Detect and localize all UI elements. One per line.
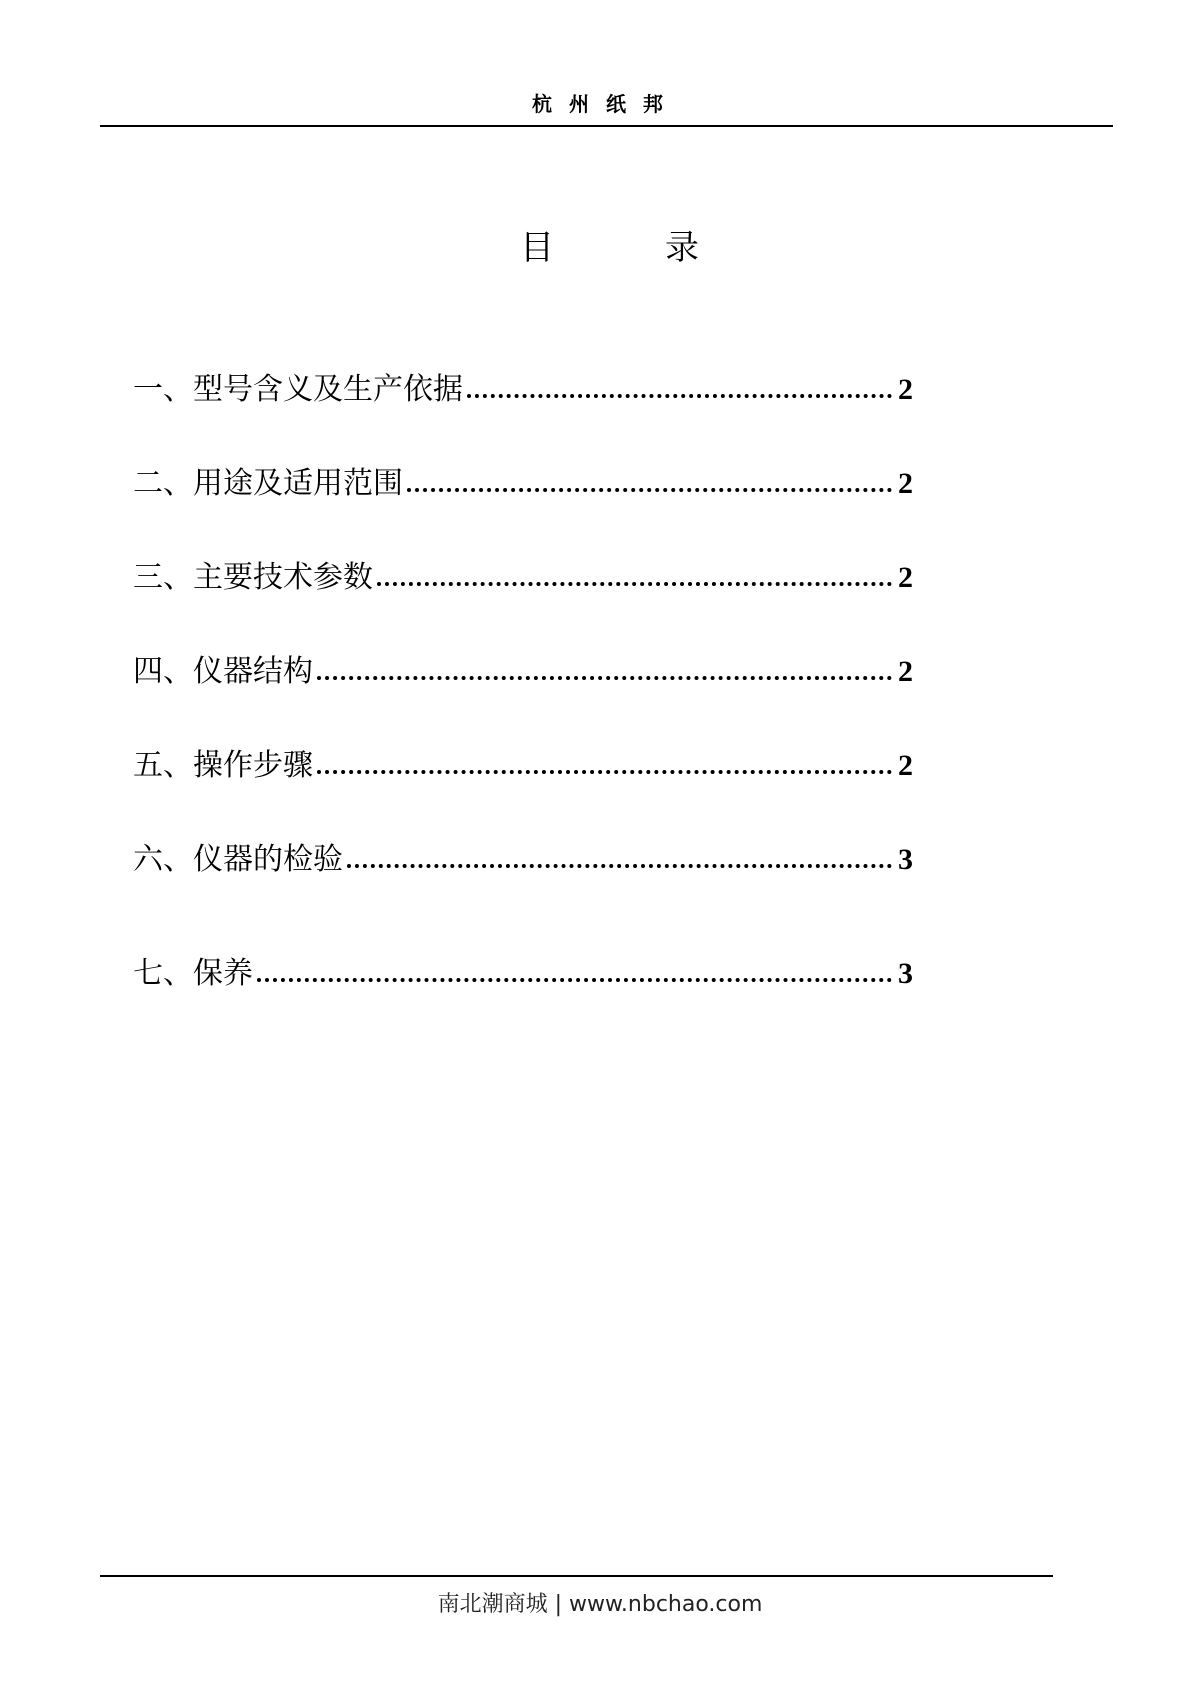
toc-heading-char-1: 目: [520, 228, 554, 268]
toc-entry[interactable]: [133, 836, 913, 880]
toc-entry[interactable]: [133, 554, 913, 598]
toc-entry-label: 二、用途及适用范围: [133, 466, 403, 501]
toc-entry-label: 一、型号含义及生产依据: [133, 372, 463, 407]
header-divider: [100, 125, 1113, 127]
toc-dot-leader: [257, 978, 892, 982]
toc-entry-label: 七、保养: [133, 956, 253, 991]
toc-dot-leader: [467, 394, 892, 398]
toc-entry-page: 2: [898, 467, 913, 500]
toc-entry[interactable]: [133, 366, 913, 410]
toc-entry-page: 3: [898, 957, 913, 990]
toc-dot-leader: [347, 864, 892, 868]
toc-entry-page: 2: [898, 373, 913, 406]
toc-entry[interactable]: [133, 742, 913, 786]
toc-dot-leader: [407, 488, 892, 492]
toc-heading: [0, 228, 1200, 268]
toc-entry-page: 2: [898, 749, 913, 782]
toc-entry[interactable]: [133, 460, 913, 504]
toc-heading-char-2: 录: [665, 228, 699, 268]
toc-entry-page: 3: [898, 843, 913, 876]
toc-dot-leader: [317, 676, 892, 680]
toc-dot-leader: [377, 582, 892, 586]
toc-entry-page: 2: [898, 561, 913, 594]
toc-entry[interactable]: [133, 950, 913, 994]
footer-text: 南北潮商城 | www.nbchao.com: [437, 1592, 763, 1617]
toc-entry-page: 2: [898, 655, 913, 688]
toc-dot-leader: [317, 770, 892, 774]
toc-entry-label: 四、仪器结构: [133, 654, 313, 689]
toc-entry[interactable]: [133, 648, 913, 692]
footer-divider: [100, 1575, 1053, 1577]
toc-entry-label: 六、仪器的检验: [133, 842, 343, 877]
toc-entry-label: 五、操作步骤: [133, 748, 313, 783]
page-header-title: 杭 州 纸 邦: [532, 92, 668, 116]
toc-entry-label: 三、主要技术参数: [133, 560, 373, 595]
